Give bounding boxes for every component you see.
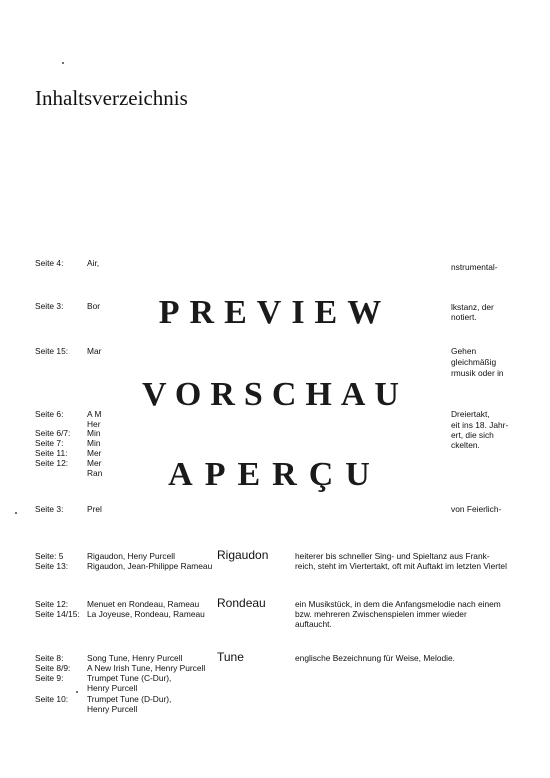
page-ref: Seite 11: <box>35 448 68 458</box>
page-ref: Seite 10: <box>35 694 69 704</box>
description-fragment: notiert. <box>451 312 477 322</box>
piece-fragment: Mer <box>87 448 102 458</box>
description-fragment: lkstanz, der <box>451 302 494 312</box>
piece-title: A New Irish Tune, Henry Purcell <box>87 663 206 673</box>
piece-title: Song Tune, Henry Purcell <box>87 653 183 663</box>
piece-fragment: A M <box>87 409 102 419</box>
page-ref: Seite 7: <box>35 438 64 448</box>
description-fragment: Dreiertakt, <box>451 409 490 419</box>
page-ref: Seite 14/15: <box>35 609 80 619</box>
page-ref: Seite 12: <box>35 458 69 468</box>
piece-fragment: Min <box>87 428 101 438</box>
page-ref: Seite 3: <box>35 301 64 311</box>
term-heading: Tune <box>217 650 244 664</box>
page-ref: Seite: 5 <box>35 551 64 561</box>
page-title: Inhaltsverzeichnis <box>35 86 188 110</box>
term-description: englische Bezeichnung für Weise, Melodie. <box>295 653 455 663</box>
description-fragment: nstrumental- <box>451 262 498 272</box>
term-description: auftaucht. <box>295 619 332 629</box>
page-ref: Seite 9: <box>35 673 64 683</box>
description-fragment: gleichmäßig <box>451 357 497 367</box>
page-ref: Seite 8: <box>35 653 64 663</box>
page-ref: Seite 6/7: <box>35 428 71 438</box>
print-speck <box>15 512 17 514</box>
term-heading: Rigaudon <box>217 548 269 562</box>
piece-fragment: Bor <box>87 301 101 311</box>
page-ref: Seite 3: <box>35 504 64 514</box>
piece-title: Henry Purcell <box>87 704 138 714</box>
term-description: ein Musikstück, in dem die Anfangsmelodie nach einem <box>295 599 501 609</box>
description-fragment: von Feierlich- <box>451 504 502 514</box>
description-fragment: ckelten. <box>451 440 480 450</box>
print-speck <box>76 691 78 693</box>
description-fragment: eit ins 18. Jahr- <box>451 420 509 430</box>
piece-title: Rigaudon, Heny Purcell <box>87 551 175 561</box>
piece-title: La Joyeuse, Rondeau, Rameau <box>87 609 205 619</box>
print-speck <box>62 62 64 64</box>
piece-title: Henry Purcell <box>87 683 138 693</box>
description-fragment: rmusik oder in <box>451 368 504 378</box>
description-fragment: Gehen <box>451 346 477 356</box>
piece-fragment: Ran <box>87 468 103 478</box>
page-ref: Seite 4: <box>35 258 64 268</box>
description-fragment: ert, die sich <box>451 430 494 440</box>
page-ref: Seite 13: <box>35 561 69 571</box>
watermark-apercu: APERÇU <box>168 456 382 493</box>
page-ref: Seite 15: <box>35 346 69 356</box>
term-heading: Rondeau <box>217 596 266 610</box>
piece-fragment: Min <box>87 438 101 448</box>
watermark-vorschau: VORSCHAU <box>142 376 408 413</box>
term-description: heiterer bis schneller Sing- und Spieltanz aus Frank- <box>295 551 490 561</box>
piece-fragment: Mer <box>87 458 102 468</box>
piece-fragment: Air, <box>87 258 100 268</box>
term-description: bzw. mehreren Zwischenspielen immer wieder <box>295 609 467 619</box>
piece-fragment: Her <box>87 419 101 429</box>
piece-fragment: Prel <box>87 504 102 514</box>
piece-title: Menuet en Rondeau, Rameau <box>87 599 200 609</box>
page-ref: Seite 12: <box>35 599 69 609</box>
piece-title: Trumpet Tune (C-Dur), <box>87 673 172 683</box>
piece-title: Rigaudon, Jean-Philippe Rameau <box>87 561 213 571</box>
page-ref: Seite 6: <box>35 409 64 419</box>
page-ref: Seite 8/9: <box>35 663 71 673</box>
term-description: reich, steht im Viertertakt, oft mit Auftakt im letzten Viertel <box>295 561 507 571</box>
watermark-preview: PREVIEW <box>158 294 392 331</box>
piece-title: Trumpet Tune (D-Dur), <box>87 694 172 704</box>
piece-fragment: Mar <box>87 346 102 356</box>
